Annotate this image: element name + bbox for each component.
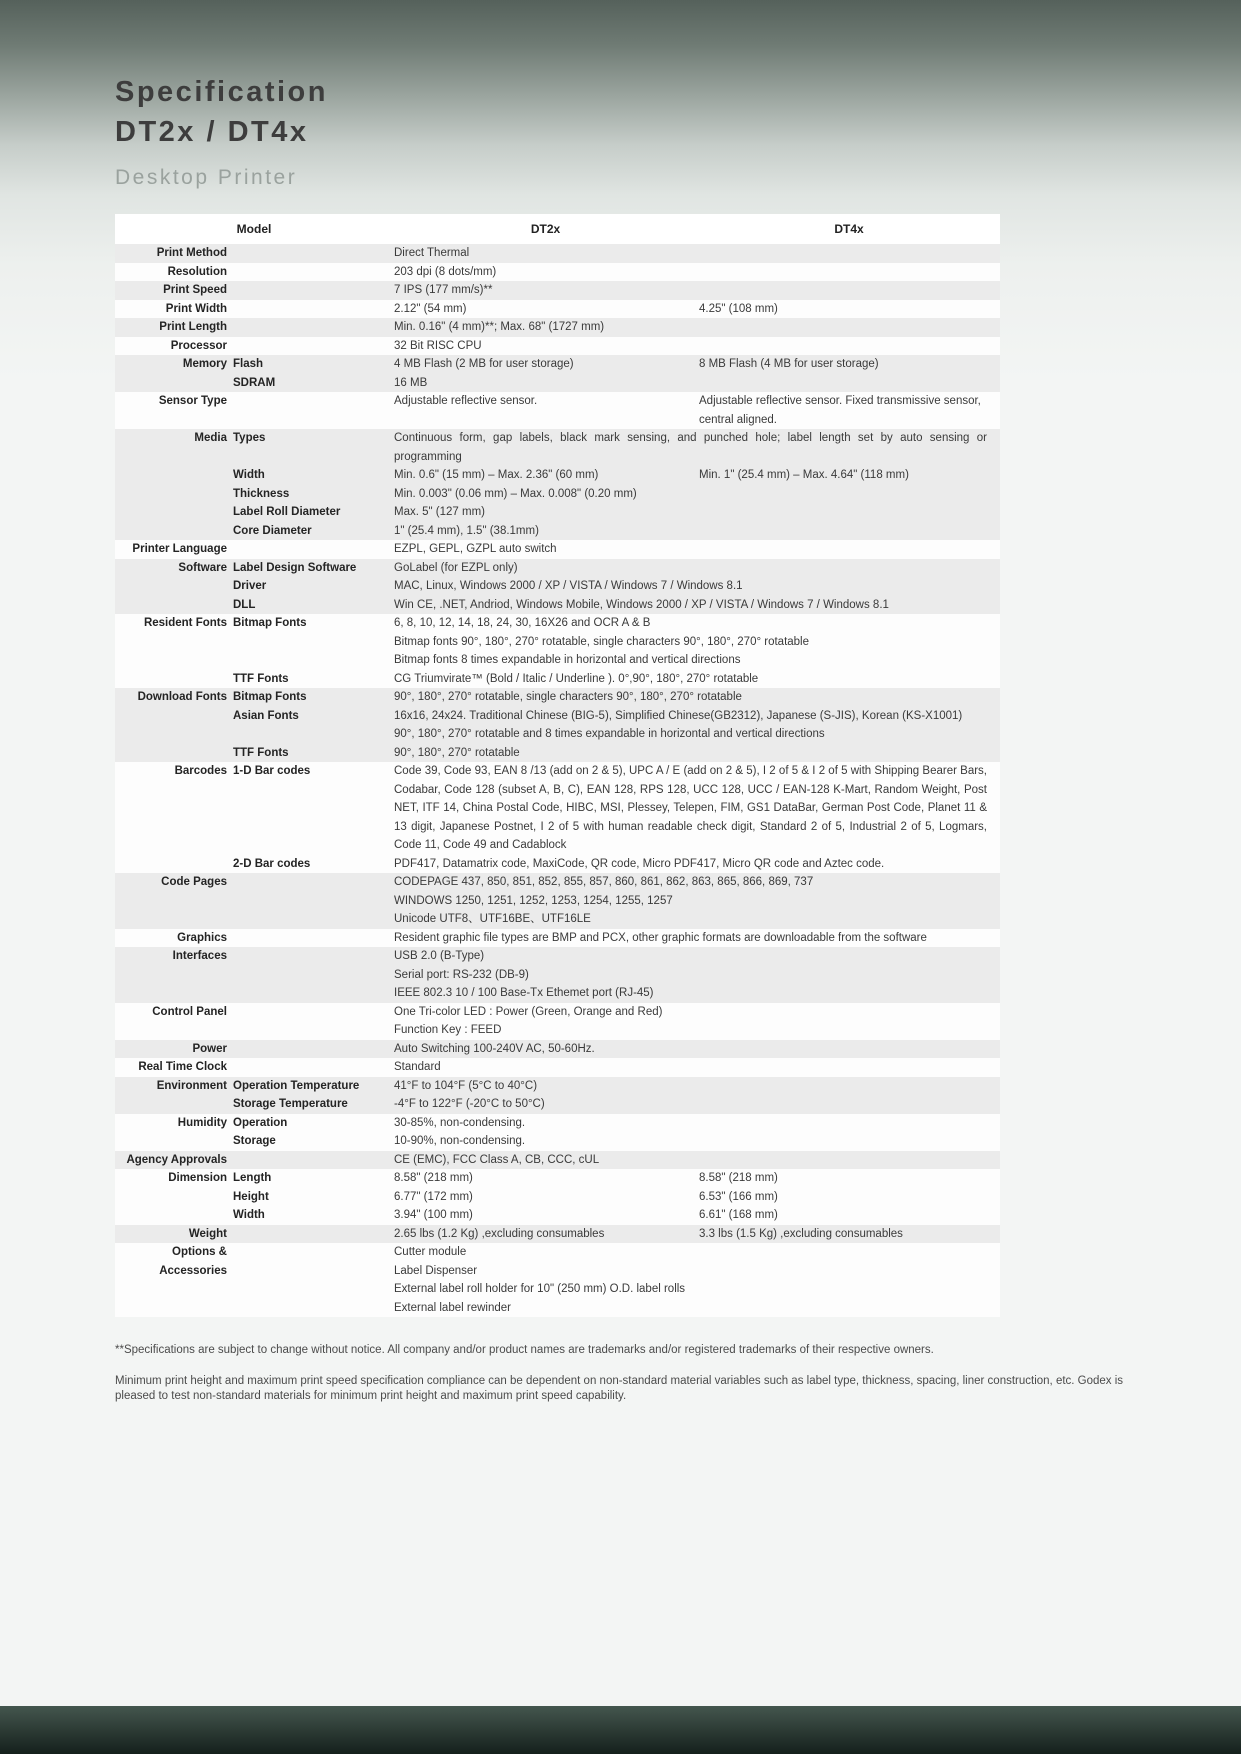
spec-row [115,318,1000,337]
spec-row [115,355,1000,374]
spec-sub-label [230,725,393,744]
spec-row [115,725,1000,744]
spec-value: Bitmap fonts 90°, 180°, 270° rotatable, single characters 90°, 180°, 270° rotatable [394,635,810,648]
spec-row [115,651,1000,670]
spec-group-17 [115,1003,1000,1040]
spec-group-24 [115,1225,1000,1244]
spec-group-13 [115,762,1000,873]
spec-value-dt2x: 6.77" (172 mm) [394,1190,473,1203]
spec-value: 90°, 180°, 270° rotatable [394,746,520,759]
spec-row [115,1003,1000,1022]
spec-sub-label [230,300,393,319]
spec-category-label: Real Time Clock [138,1061,227,1073]
spec-group-3 [115,300,1000,319]
spec-value: External label roll holder for 10" (250 mm) O.D. label rolls [394,1283,686,1295]
spec-sub-label [230,281,393,300]
spec-value-dt4x: 6.53" (166 mm) [699,1190,778,1203]
spec-sub-label [230,1058,393,1077]
spec-sub-label: Thickness [233,487,290,500]
spec-sub-label: Bitmap Fonts [233,691,307,703]
spec-row [115,1077,1000,1096]
spec-row [115,910,1000,929]
page-title [115,72,1125,152]
spec-sub-label [230,337,393,356]
spec-row [115,300,1000,319]
spec-value: Cutter module [394,1246,467,1258]
spec-row [115,392,1000,429]
spec-sub-label [230,263,393,282]
spec-value-dt2x: 8.58" (218 mm) [394,1172,473,1184]
spec-sub-label [230,947,393,966]
spec-sub-label [230,244,393,263]
spec-value: Auto Switching 100-240V AC, 50-60Hz. [394,1042,595,1055]
spec-row [115,688,1000,707]
spec-group-12 [115,688,1000,762]
spec-category-label: Dimension [168,1172,227,1184]
spec-value: -4°F to 122°F (-20°C to 50°C) [394,1098,545,1110]
spec-category-label [115,855,230,874]
spec-row [115,466,1000,485]
spec-value: Min. 0.003" (0.06 mm) – Max. 0.008" (0.20 mm) [394,487,637,500]
spec-category-label: Print Width [165,302,227,315]
spec-row [115,873,1000,892]
spec-category-label [115,522,230,541]
spec-row [115,855,1000,874]
spec-value: CG Triumvirate™ (Bold / Italic / Underline ). 0°,90°, 180°, 270° rotatable [394,672,759,685]
spec-value: 32 Bit RISC CPU [394,339,482,352]
spec-category-label [115,374,230,393]
spec-category-label [115,725,230,744]
spec-row [115,1262,1000,1281]
spec-sub-label [230,1280,393,1299]
spec-group-21 [115,1114,1000,1151]
spec-category-label: Memory [182,358,227,370]
spec-group-19 [115,1058,1000,1077]
spec-value: Max. 5" (127 mm) [394,506,485,518]
spec-sub-label [230,1021,393,1040]
spec-category-label: Print Method [156,247,227,259]
spec-row [115,559,1000,578]
spec-category-label [115,485,230,504]
spec-value: 16 MB [394,376,428,389]
spec-group-9 [115,540,1000,559]
spec-category-label: Environment [156,1079,227,1092]
spec-category-label: Resident Fonts [143,617,227,629]
spec-value-dt2x: Min. 0.6" (15 mm) – Max. 2.36" (60 mm) [394,469,599,481]
spec-sub-label [230,1299,393,1318]
spec-row [115,429,1000,466]
spec-row [115,1225,1000,1244]
spec-value-dt4x: 8 MB Flash (4 MB for user storage) [699,358,879,370]
spec-category-label [115,1188,230,1207]
spec-value-dt4x: 4.25" (108 mm) [699,302,778,315]
spec-sub-label: Height [233,1190,269,1203]
spec-row [115,1243,1000,1262]
spec-category-label: Software [178,561,227,574]
spec-value-dt4x: 3.3 lbs (1.5 Kg) ,excluding consumables [699,1227,903,1240]
page-title-line1: Specification [115,76,328,108]
spec-sub-label [230,929,393,948]
spec-value: 6, 8, 10, 12, 14, 18, 24, 30, 16X26 and OCR A & B [394,617,651,629]
spec-sub-label: TTF Fonts [233,672,289,685]
spec-category-label [115,466,230,485]
spec-sub-label [230,966,393,985]
spec-sub-label [230,984,393,1003]
spec-row [115,596,1000,615]
spec-category-label [115,984,230,1003]
spec-group-16 [115,947,1000,1003]
spec-group-2 [115,281,1000,300]
spec-category-label [115,633,230,652]
spec-row [115,522,1000,541]
spec-value: 7 IPS (177 mm/s)** [394,284,493,296]
spec-group-23 [115,1169,1000,1225]
spec-category-label [115,966,230,985]
spec-group-14 [115,873,1000,929]
spec-row [115,633,1000,652]
spec-category-label: Code Pages [161,876,227,888]
spec-group-6 [115,355,1000,392]
spec-sub-label: DLL [233,598,256,611]
spec-sub-label [230,633,393,652]
spec-sub-label: Operation Temperature [233,1079,360,1092]
spec-category-label: Accessories [159,1264,227,1277]
page-title-line2: DT2x / DT4x [115,116,309,148]
spec-value-dt2x: 3.94" (100 mm) [394,1209,473,1221]
spec-value: Continuous form, gap labels, black mark sensing, and punched hole; label length set by auto sensing or programming [394,432,987,463]
spec-row [115,1095,1000,1114]
spec-row [115,1114,1000,1133]
spec-value: 41°F to 104°F (5°C to 40°C) [394,1079,538,1092]
spec-row [115,1206,1000,1225]
spec-sub-label [230,1003,393,1022]
spec-value: 10-90%, non-condensing. [394,1135,526,1147]
spec-category-label: Humidity [177,1116,227,1129]
spec-group-8 [115,429,1000,540]
spec-table-body [115,244,1000,1317]
spec-row [115,1280,1000,1299]
spec-value: Direct Thermal [394,247,470,259]
spec-category-label: Weight [188,1227,227,1240]
spec-value-dt4x: Adjustable reflective sensor. Fixed transmissive sensor, central aligned. [699,395,981,426]
spec-sub-label: Storage [233,1135,276,1147]
spec-category-label [115,1132,230,1151]
footnote-trademarks: **Specifications are subject to change without notice. All company and/or product names are trademarks and/or registered trademarks of their respective owners. [115,1344,934,1356]
spec-group-4 [115,318,1000,337]
spec-category-label: Resolution [167,265,227,278]
spec-table [115,214,1000,1317]
spec-value: One Tri-color LED : Power (Green, Orange and Red) [394,1005,663,1018]
spec-sub-label: 2-D Bar codes [233,857,311,870]
spec-group-18 [115,1040,1000,1059]
spec-category-label: Printer Language [132,543,227,555]
spec-category-label: Options & [172,1246,227,1258]
spec-category-label: Print Speed [163,284,227,296]
spec-category-label [115,596,230,615]
spec-group-25 [115,1243,1000,1317]
spec-category-label [115,1095,230,1114]
spec-value: WINDOWS 1250, 1251, 1252, 1253, 1254, 1255, 1257 [394,894,673,907]
spec-category-label: Power [192,1042,227,1055]
spec-sub-label: Bitmap Fonts [233,617,307,629]
spec-value: Bitmap fonts 8 times expandable in horizontal and vertical directions [394,654,741,666]
spec-group-11 [115,614,1000,688]
spec-row [115,762,1000,855]
spec-value: 1" (25.4 mm), 1.5" (38.1mm) [394,524,539,537]
col-header-model: Model [236,222,272,236]
spec-sub-label [230,1243,393,1262]
spec-row [115,966,1000,985]
spec-row [115,1188,1000,1207]
spec-row [115,337,1000,356]
spec-value: 90°, 180°, 270° rotatable, single characters 90°, 180°, 270° rotatable [394,691,742,703]
spec-value-dt2x: 2.65 lbs (1.2 Kg) ,excluding consumables [394,1227,605,1240]
spec-row [115,984,1000,1003]
spec-sub-label [230,910,393,929]
spec-row [115,1151,1000,1170]
spec-row [115,744,1000,763]
spec-value-dt2x: Adjustable reflective sensor. [394,395,538,407]
spec-group-7 [115,392,1000,429]
spec-value: 16x16, 24x24. Traditional Chinese (BIG-5), Simplified Chinese(GB2312), Japanese (S-JIS), Korean (KS-X1001) [394,709,963,722]
spec-row [115,707,1000,726]
footnotes [115,1343,1125,1405]
spec-row [115,244,1000,263]
spec-row [115,577,1000,596]
spec-row [115,374,1000,393]
spec-row [115,485,1000,504]
spec-category-label [115,910,230,929]
spec-category-label [115,892,230,911]
spec-row [115,1132,1000,1151]
spec-value-dt4x: 6.61" (168 mm) [699,1209,778,1221]
spec-category-label: Barcodes [174,765,227,777]
spec-category-label: Download Fonts [137,691,227,703]
spec-sub-label: Core Diameter [233,524,312,537]
spec-row [115,892,1000,911]
spec-sub-label: Storage Temperature [233,1098,348,1110]
spec-row [115,670,1000,689]
spec-sub-label [230,1151,393,1170]
spec-value: 30-85%, non-condensing. [394,1116,526,1129]
spec-sub-label: Types [233,432,266,444]
spec-value: Code 39, Code 93, EAN 8 /13 (add on 2 & 5), UPC A / E (add on 2 & 5), I 2 of 5 & I 2 of 5 with Shipping Bearer Bars, Codabar, Code 128 (subset A, B, C), EAN 128, RPS 128, UCC 128, UCC / EAN-128 K-Mart, Random Weight, Post NET, ITF 14, China Postal Code, HIBC, MSI, Plessey, Telepen, FIM, GS1 DataBar, German Post Code, Planet 11 & 13 digit, Japanese Postnet, I 2 of 5 with human readable check digit, Standard 2 of 5, Industrial 2 of 5, Logmars, Code 11, Code 49 and Cadablock [394,765,987,851]
spec-category-label [115,651,230,670]
spec-value: Unicode UTF8、UTF16BE、UTF16LE [394,913,591,925]
spec-sub-label: SDRAM [233,376,276,389]
spec-value: Serial port: RS-232 (DB-9) [394,968,529,981]
spec-row [115,1040,1000,1059]
spec-table-header [115,214,1000,244]
bottom-bar [0,1706,1241,1754]
spec-group-22 [115,1151,1000,1170]
spec-value-dt4x: Min. 1" (25.4 mm) – Max. 4.64" (118 mm) [699,469,909,481]
spec-sub-label [230,318,393,337]
spec-value: CODEPAGE 437, 850, 851, 852, 855, 857, 860, 861, 862, 863, 865, 866, 869, 737 [394,876,814,888]
spec-sub-label: Flash [233,358,264,370]
spec-row [115,1058,1000,1077]
spec-value: IEEE 802.3 10 / 100 Base-Tx Ethemet port (RJ-45) [394,987,654,999]
spec-row [115,947,1000,966]
spec-value: 203 dpi (8 dots/mm) [394,265,497,278]
spec-value: PDF417, Datamatrix code, MaxiCode, QR code, Micro PDF417, Micro QR code and Aztec code. [394,857,885,870]
col-header-dt4x: DT4x [834,222,864,236]
spec-value-dt4x: 8.58" (218 mm) [699,1172,778,1184]
spec-value: Standard [394,1061,441,1073]
spec-group-10 [115,559,1000,615]
spec-sub-label [230,1225,393,1244]
spec-group-0 [115,244,1000,263]
spec-category-label [115,577,230,596]
spec-sub-label [230,1040,393,1059]
page-content [115,72,1125,1405]
spec-sub-label [230,540,393,559]
spec-category-label: Sensor Type [158,395,227,407]
spec-value: USB 2.0 (B-Type) [394,950,485,962]
spec-category-label [115,1206,230,1225]
spec-category-label: Graphics [177,931,227,944]
spec-category-label: Print Length [159,321,227,333]
spec-value: 90°, 180°, 270° rotatable and 8 times expandable in horizontal and vertical directions [394,728,825,740]
spec-row [115,263,1000,282]
spec-value-dt2x: 2.12" (54 mm) [394,302,467,315]
spec-row [115,929,1000,948]
spec-value: Win CE, .NET, Andriod, Windows Mobile, Windows 2000 / XP / VISTA / Windows 7 / Windows 8.1 [394,598,889,611]
page-subtitle: Desktop Printer [115,166,298,189]
spec-row [115,503,1000,522]
spec-row [115,1021,1000,1040]
spec-sub-label [230,1262,393,1281]
spec-category-label [115,1280,230,1299]
spec-value: MAC, Linux, Windows 2000 / XP / VISTA / Windows 7 / Windows 8.1 [394,580,743,592]
spec-value: Label Dispenser [394,1264,478,1277]
spec-value: Function Key : FEED [394,1024,502,1036]
spec-sub-label: TTF Fonts [233,746,289,759]
spec-value-dt2x: 4 MB Flash (2 MB for user storage) [394,358,574,370]
spec-value: GoLabel (for EZPL only) [394,561,518,574]
spec-category-label [115,1021,230,1040]
spec-sub-label [230,651,393,670]
spec-row [115,1169,1000,1188]
spec-category-label [115,744,230,763]
spec-sub-label: Width [233,469,265,481]
spec-sub-label [230,892,393,911]
spec-category-label [115,670,230,689]
spec-value: Min. 0.16" (4 mm)**; Max. 68" (1727 mm) [394,321,605,333]
spec-group-5 [115,337,1000,356]
spec-row [115,281,1000,300]
spec-category-label: Processor [170,339,227,352]
spec-group-1 [115,263,1000,282]
spec-sub-label: Width [233,1209,265,1221]
footnote-materials: Minimum print height and maximum print speed specification compliance can be dependent on non-standard material variables such as label type, thickness, spacing, liner construction, etc. Godex is pleased to test non-standard materials for minimum print height and maximum print speed capability. [115,1374,1124,1402]
spec-sub-label: Asian Fonts [233,709,299,722]
spec-row [115,540,1000,559]
spec-sub-label: Label Roll Diameter [233,506,341,518]
spec-category-label [115,503,230,522]
spec-row [115,614,1000,633]
spec-value: EZPL, GEPL, GZPL auto switch [394,543,557,555]
spec-sub-label [230,873,393,892]
spec-category-label: Interfaces [172,950,227,962]
spec-category-label [115,707,230,726]
spec-value: Resident graphic file types are BMP and PCX, other graphic formats are downloadable from the software [394,931,927,944]
spec-value: CE (EMC), FCC Class A, CB, CCC, cUL [394,1153,600,1166]
spec-category-label [115,1299,230,1318]
spec-sub-label: Driver [233,580,267,592]
spec-row [115,1299,1000,1318]
spec-category-label: Agency Approvals [126,1153,227,1166]
spec-sub-label [230,392,393,429]
col-header-dt2x: DT2x [530,222,561,236]
spec-group-15 [115,929,1000,948]
spec-category-label: Control Panel [152,1005,227,1018]
spec-sub-label: 1-D Bar codes [233,765,311,777]
spec-group-20 [115,1077,1000,1114]
spec-sub-label: Label Design Software [233,561,357,574]
spec-value: External label rewinder [394,1301,511,1314]
spec-sub-label: Operation [233,1116,288,1129]
spec-category-label: Media [194,432,227,444]
spec-sub-label: Length [233,1172,272,1184]
